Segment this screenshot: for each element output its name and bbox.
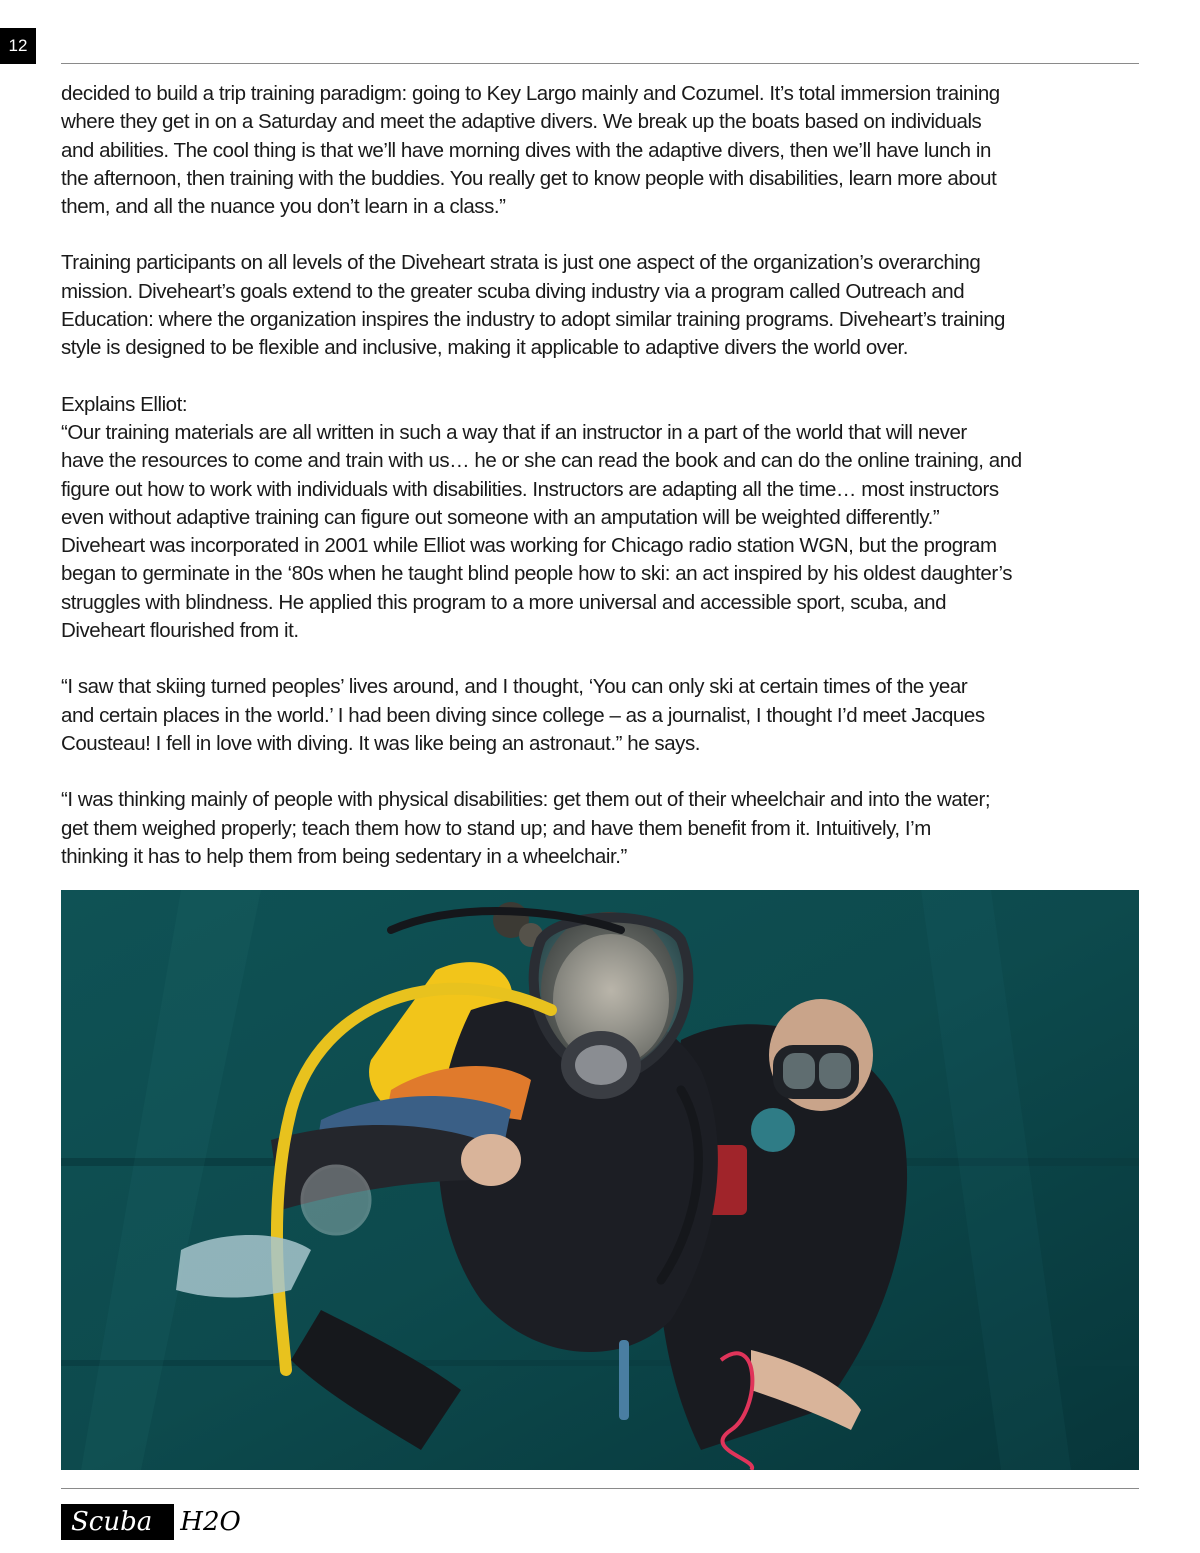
regulator-face <box>575 1045 627 1085</box>
text-line: have the resources to come and train with us… he or she can read the book and can do the online training, and <box>61 449 1022 473</box>
text-line: Cousteau! I fell in love with diving. It was like being an astronaut.” he says. <box>61 731 701 755</box>
paragraph-4 <box>61 673 1139 758</box>
text-line: figure out how to work with individuals with disabilities. Instructors are adapting all the time… most instructors <box>61 477 999 501</box>
text-line: “I was thinking mainly of people with physical disabilities: get them out of their wheelchair and into the water; <box>61 788 991 812</box>
text-line: “I saw that skiing turned peoples’ lives around, and I thought, ‘You can only ski at certain times of the year <box>61 675 968 699</box>
paragraph-3 <box>61 391 1139 646</box>
text-line: mission. Diveheart’s goals extend to the greater scuba diving industry via a program called Outreach and <box>61 279 965 303</box>
pool-lane-line <box>61 1360 1139 1366</box>
text-line: Diveheart flourished from it. <box>61 619 299 643</box>
rear-diver-mask-lens <box>819 1053 851 1089</box>
text-line: began to germinate in the ‘80s when he taught blind people how to ski: an act inspired by his oldest daughter’s <box>61 562 1013 586</box>
paragraph-1 <box>61 80 1139 221</box>
text-line: even without adaptive training can figure out someone with an amputation will be weighted differently.” <box>61 505 940 529</box>
text-line: Diveheart was incorporated in 2001 while Elliot was working for Chicago radio station WGN, but the program <box>61 534 997 558</box>
text-line: and abilities. The cool thing is that we’ll have morning dives with the adaptive divers, then we’ll have lunch in <box>61 138 991 162</box>
clear-dome-light <box>302 1166 370 1234</box>
footer-rule <box>61 1488 1139 1489</box>
text-line: Education: where the organization inspires the industry to adopt similar training programs. Diveheart’s training <box>61 308 1005 332</box>
text-line: the afternoon, then training with the buddies. You really get to know people with disabilities, learn more about <box>61 166 997 190</box>
text-line: Training participants on all levels of the Diveheart strata is just one aspect of the organization’s overarching <box>61 251 981 275</box>
text-line: style is designed to be flexible and inclusive, making it applicable to adaptive divers the world over. <box>61 336 909 360</box>
text-line: decided to build a trip training paradigm: going to Key Largo mainly and Cozumel. It’s total immersion training <box>61 82 1000 105</box>
swim-fin <box>176 1235 311 1298</box>
header-rule <box>61 63 1139 64</box>
two-scuba-divers-underwater-photo <box>61 890 1139 1470</box>
photo-illustration <box>61 890 1139 1470</box>
dive-torch <box>619 1340 629 1420</box>
front-diver-hand <box>461 1134 521 1186</box>
magazine-logo <box>61 1502 241 1542</box>
paragraph-2 <box>61 249 1139 362</box>
text-line: Explains Elliot: <box>61 392 188 416</box>
text-line: struggles with blindness. He applied this program to a more universal and accessible sport, scuba, and <box>61 590 947 614</box>
text-line: and certain places in the world.’ I had been diving since college – as a journalist, I thought I’d meet Jacques <box>61 703 985 727</box>
text-line: where they get in on a Saturday and meet the adaptive divers. We break up the boats based on individuals <box>61 110 982 134</box>
rear-diver-mask-lens <box>783 1053 815 1089</box>
text-line: “Our training materials are all written in such a way that if an instructor in a part of the world that will never <box>61 420 967 444</box>
logo-scuba-text: Scuba <box>61 1504 174 1540</box>
text-line: get them weighed properly; teach them how to stand up; and have them benefit from it. Intuitively, I’m <box>61 816 931 840</box>
logo-h2o-text: H2O <box>180 1507 241 1537</box>
text-line: thinking it has to help them from being sedentary in a wheelchair.” <box>61 844 627 868</box>
text-line: them, and all the nuance you don’t learn in a class.” <box>61 195 506 219</box>
page-number: 12 <box>0 28 36 64</box>
rear-diver-regulator <box>751 1108 795 1152</box>
paragraph-5 <box>61 786 1139 871</box>
article-body <box>61 80 1139 899</box>
